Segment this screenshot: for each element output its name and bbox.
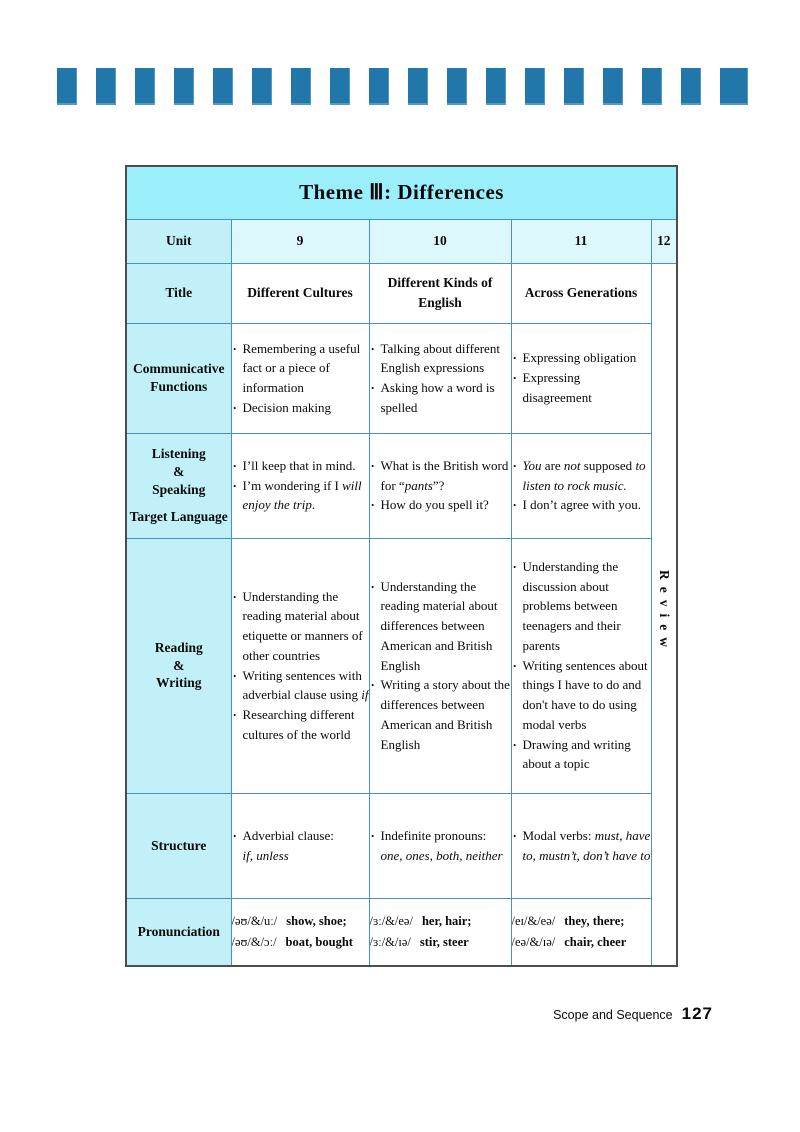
bullet-icon: · — [370, 578, 375, 594]
bullet-icon: · — [512, 827, 517, 843]
pronunciation-line: /eə/&/ɪə/ chair, cheer — [511, 934, 627, 949]
list-item: · Writing a story about the differences between American and British English — [370, 677, 510, 752]
list-item: · I don’t agree with you. — [512, 495, 651, 515]
title-row — [126, 263, 677, 323]
list-item: · Writing sentences about things I have to do and don't have to do using modal verbs — [512, 657, 648, 732]
list-item: · Decision making — [232, 398, 369, 418]
bullet-icon: · — [232, 477, 237, 493]
square-icon — [291, 68, 311, 105]
pronunciation-row — [126, 898, 677, 966]
page-number: 127 — [681, 1004, 713, 1023]
list-item: · You are not supposed to listen to rock music. — [512, 457, 646, 493]
reading-writing-row — [126, 538, 677, 793]
structure-label: Structure — [126, 793, 231, 898]
scope-sequence-table — [125, 165, 678, 967]
square-icon — [57, 68, 77, 105]
bullet-icon: · — [370, 457, 375, 473]
bullet-icon: · — [512, 350, 517, 366]
title-row-label: Title — [126, 263, 231, 323]
square-icon — [564, 68, 584, 105]
pronunciation-unit9 — [231, 898, 369, 966]
bullet-icon: · — [370, 827, 375, 843]
pronunciation-line: /eɪ/&/eə/ they, there; — [511, 913, 625, 928]
reading-unit11 — [511, 538, 651, 793]
list-item: · Understanding the reading material about differences between American and British English — [370, 578, 498, 673]
list-item: · Researching different cultures of the world — [232, 707, 355, 742]
square-icon — [447, 68, 467, 105]
structure-unit10 — [369, 793, 511, 898]
square-icon — [96, 68, 116, 105]
list-item: · Modal verbs: must, have to, mustn’t, don’t have to — [512, 827, 651, 863]
square-icon — [486, 68, 506, 105]
square-icon — [252, 68, 272, 105]
pronunciation-line: /ɜː/&/eə/ her, hair; — [369, 913, 472, 928]
bullet-icon: · — [512, 558, 517, 574]
review-label: Review — [656, 569, 672, 654]
list-item: · Drawing and writing about a topic — [512, 736, 631, 772]
bullet-icon: · — [370, 497, 375, 513]
bullet-icon: · — [512, 657, 517, 673]
title-unit9: Different Cultures — [231, 263, 369, 323]
list-item: · Expressing disagreement — [512, 370, 592, 405]
square-icon — [642, 68, 662, 105]
reading-unit9 — [231, 538, 369, 793]
list-item: · Expressing obligation — [512, 348, 651, 368]
pronunciation-label: Pronunciation — [126, 898, 231, 966]
pronunciation-line: /əʊ/&/uː/ show, shoe; — [231, 913, 347, 928]
bullet-icon: · — [512, 497, 517, 513]
page-footer — [553, 1004, 713, 1024]
square-icon — [369, 68, 389, 105]
theme-header-row — [126, 166, 677, 219]
list-item: · Indefinite pronouns: one, ones, both, neither — [370, 827, 503, 863]
square-icon — [174, 68, 194, 105]
listening-unit11 — [511, 433, 651, 538]
structure-row — [126, 793, 677, 898]
list-item: · How do you spell it? — [370, 495, 511, 515]
list-item: · Writing sentences with adverbial clause using if — [232, 667, 369, 703]
listening-speaking-row — [126, 433, 677, 538]
list-item: · I’ll keep that in mind. — [232, 456, 369, 476]
pronunciation-line: /ɜː/&/ɪə/ stir, steer — [369, 934, 469, 949]
reading-writing-label: Reading & Writing — [126, 538, 231, 793]
bullet-icon: · — [512, 736, 517, 752]
pronunciation-line: /əʊ/&/ɔː/ boat, bought — [231, 934, 353, 949]
functions-unit10 — [369, 323, 511, 433]
structure-unit9 — [231, 793, 369, 898]
list-item: · Asking how a word is spelled — [370, 380, 495, 415]
footer-section-title: Scope and Sequence — [553, 1008, 673, 1022]
review-column-cell — [651, 263, 677, 966]
list-item: · Understanding the reading material about etiquette or manners of other countries — [232, 588, 363, 663]
bullet-icon: · — [512, 370, 517, 386]
square-icon — [720, 68, 748, 105]
bullet-icon: · — [512, 457, 517, 473]
title-unit10: Different Kinds of English — [369, 263, 511, 323]
listening-speaking-label: Listening & Speaking Target Language — [126, 433, 231, 538]
bullet-icon: · — [232, 399, 237, 415]
functions-unit11 — [511, 323, 651, 433]
list-item: · Talking about different English expressions — [370, 340, 500, 376]
list-item: · What is the British word for “pants”? — [370, 457, 509, 493]
square-icon — [135, 68, 155, 105]
theme-title: Theme Ⅲ: Differences — [126, 166, 677, 219]
listening-unit9 — [231, 433, 369, 538]
bullet-icon: · — [370, 677, 375, 693]
square-icon — [408, 68, 428, 105]
list-item: · I’m wondering if I will enjoy the trip. — [232, 477, 362, 513]
pronunciation-unit10 — [369, 898, 511, 966]
pronunciation-unit11 — [511, 898, 651, 966]
structure-unit11 — [511, 793, 651, 898]
communicative-functions-row — [126, 323, 677, 433]
bullet-icon: · — [370, 380, 375, 395]
square-icon — [525, 68, 545, 105]
bullet-icon: · — [232, 707, 237, 722]
communicative-functions-label: Communicative Functions — [126, 323, 231, 433]
list-item: · Understanding the discussion about problems between teenagers and their parents — [512, 558, 621, 653]
unit-header-row — [126, 219, 677, 263]
unit-10-header: 10 — [369, 219, 511, 263]
bullet-icon: · — [232, 588, 237, 604]
square-icon — [681, 68, 701, 105]
square-icon — [603, 68, 623, 105]
bullet-icon: · — [370, 340, 375, 356]
square-icon — [330, 68, 350, 105]
list-item: · Adverbial clause: if, unless — [232, 827, 334, 863]
unit-11-header: 11 — [511, 219, 651, 263]
title-unit11: Across Generations — [511, 263, 651, 323]
bullet-icon: · — [232, 340, 237, 356]
unit-header-label: Unit — [126, 219, 231, 263]
bullet-icon: · — [232, 457, 237, 473]
unit-9-header: 9 — [231, 219, 369, 263]
bullet-icon: · — [232, 827, 237, 843]
unit-12-header: 12 — [651, 219, 677, 263]
functions-unit9 — [231, 323, 369, 433]
square-icon — [213, 68, 233, 105]
bullet-icon: · — [232, 667, 237, 683]
listening-unit10 — [369, 433, 511, 538]
list-item: · Remembering a useful fact or a piece of information — [232, 340, 361, 395]
decorative-squares-strip — [57, 68, 748, 105]
reading-unit10 — [369, 538, 511, 793]
